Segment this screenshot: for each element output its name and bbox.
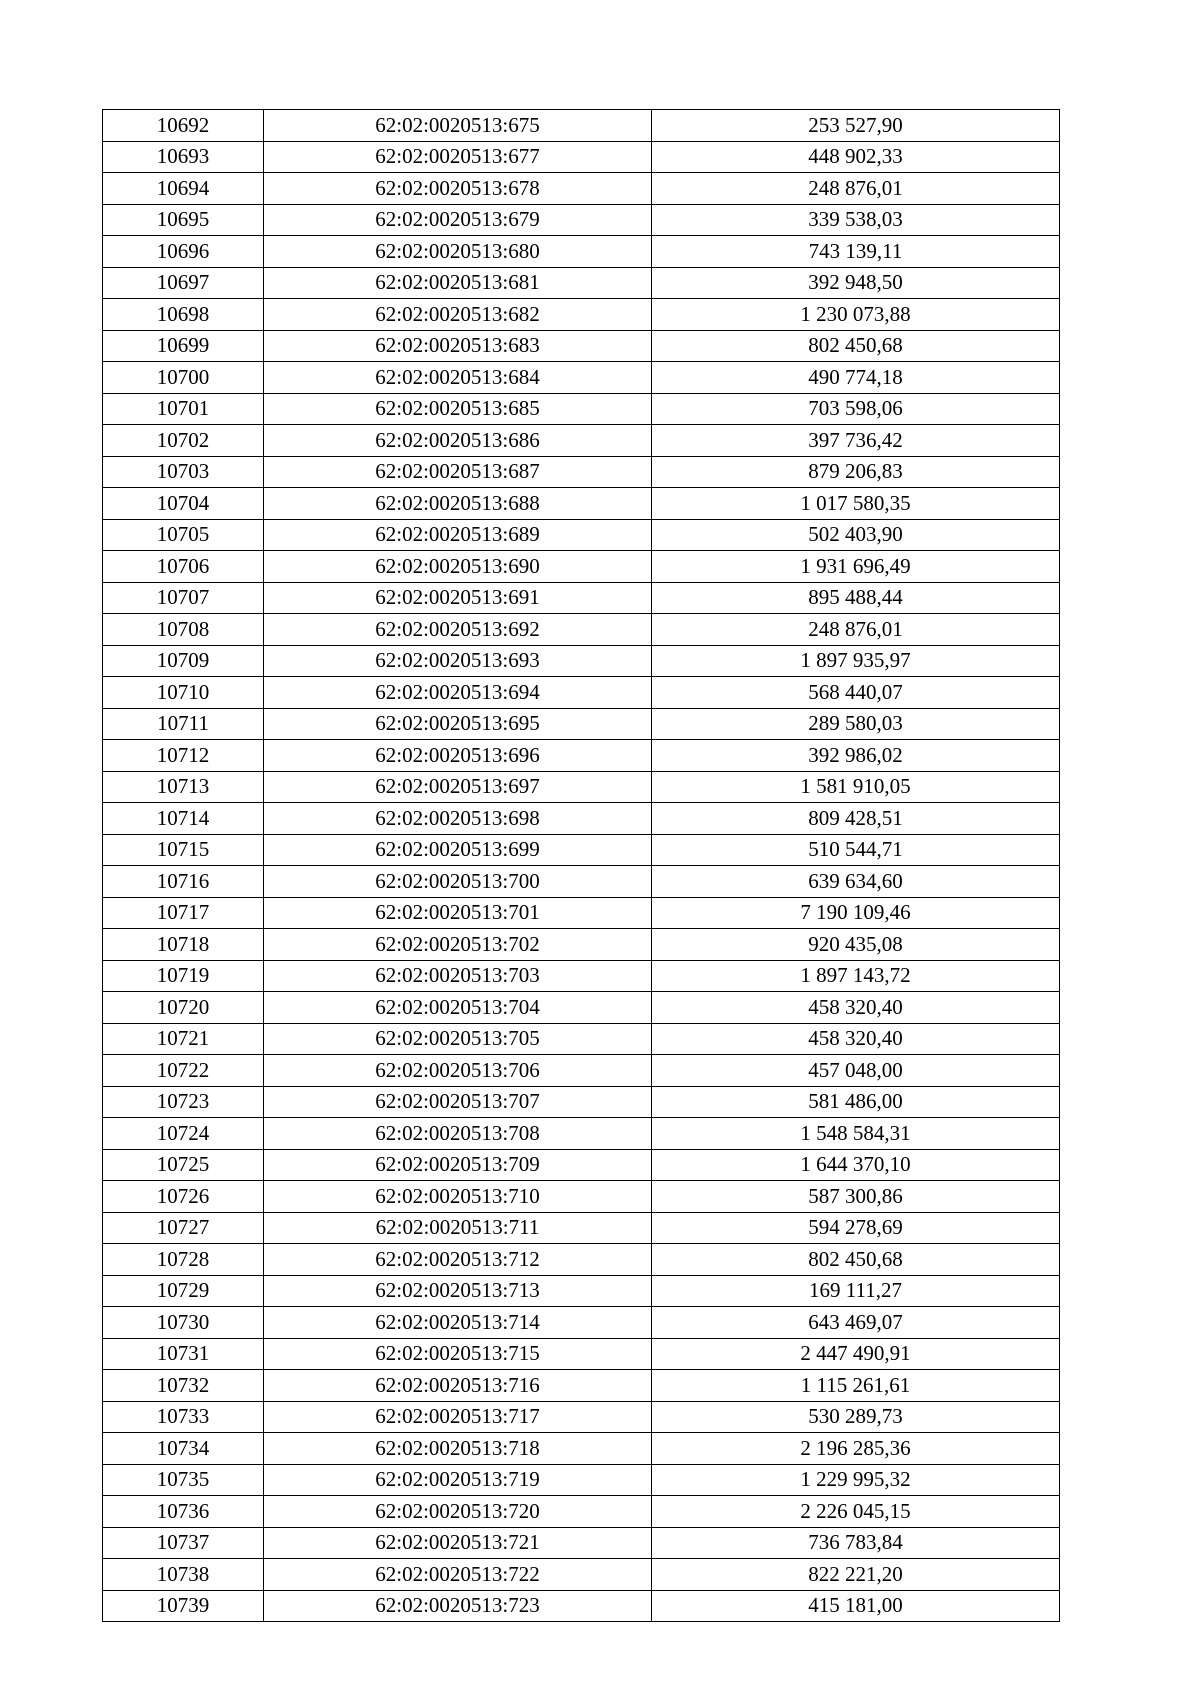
- cadastral-number-cell: 62:02:0020513:711: [264, 1212, 652, 1244]
- table-row: [103, 771, 1060, 803]
- row-number-cell: 10727: [103, 1212, 264, 1244]
- value-cell: 822 221,20: [652, 1559, 1060, 1591]
- table-row: [103, 299, 1060, 331]
- table-row: [103, 645, 1060, 677]
- cadastral-number-cell: 62:02:0020513:710: [264, 1181, 652, 1213]
- value-cell: 920 435,08: [652, 929, 1060, 961]
- value-cell: 415 181,00: [652, 1590, 1060, 1622]
- cadastral-number-cell: 62:02:0020513:707: [264, 1086, 652, 1118]
- table-row: [103, 1149, 1060, 1181]
- row-number-cell: 10735: [103, 1464, 264, 1496]
- row-number-cell: 10713: [103, 771, 264, 803]
- table-row: [103, 204, 1060, 236]
- value-cell: 510 544,71: [652, 834, 1060, 866]
- value-cell: 568 440,07: [652, 677, 1060, 709]
- row-number-cell: 10721: [103, 1023, 264, 1055]
- value-cell: 339 538,03: [652, 204, 1060, 236]
- value-cell: 2 226 045,15: [652, 1496, 1060, 1528]
- table-row: [103, 960, 1060, 992]
- table-row: [103, 1527, 1060, 1559]
- value-cell: 2 196 285,36: [652, 1433, 1060, 1465]
- table-row: [103, 1464, 1060, 1496]
- cadastral-number-cell: 62:02:0020513:683: [264, 330, 652, 362]
- value-cell: 253 527,90: [652, 110, 1060, 142]
- cadastral-number-cell: 62:02:0020513:721: [264, 1527, 652, 1559]
- value-cell: 458 320,40: [652, 1023, 1060, 1055]
- value-cell: 448 902,33: [652, 141, 1060, 173]
- row-number-cell: 10695: [103, 204, 264, 236]
- row-number-cell: 10729: [103, 1275, 264, 1307]
- value-cell: 743 139,11: [652, 236, 1060, 268]
- cadastral-number-cell: 62:02:0020513:692: [264, 614, 652, 646]
- table-row: [103, 236, 1060, 268]
- table-row: [103, 173, 1060, 205]
- value-cell: 895 488,44: [652, 582, 1060, 614]
- cadastral-number-cell: 62:02:0020513:677: [264, 141, 652, 173]
- row-number-cell: 10701: [103, 393, 264, 425]
- cadastral-number-cell: 62:02:0020513:681: [264, 267, 652, 299]
- cadastral-number-cell: 62:02:0020513:709: [264, 1149, 652, 1181]
- value-cell: 1 229 995,32: [652, 1464, 1060, 1496]
- row-number-cell: 10702: [103, 425, 264, 457]
- value-cell: 802 450,68: [652, 330, 1060, 362]
- cadastral-number-cell: 62:02:0020513:690: [264, 551, 652, 583]
- table-row: [103, 110, 1060, 142]
- cadastral-number-cell: 62:02:0020513:705: [264, 1023, 652, 1055]
- table-row: [103, 393, 1060, 425]
- row-number-cell: 10693: [103, 141, 264, 173]
- value-cell: 1 115 261,61: [652, 1370, 1060, 1402]
- cadastral-number-cell: 62:02:0020513:691: [264, 582, 652, 614]
- row-number-cell: 10698: [103, 299, 264, 331]
- table-row: [103, 1559, 1060, 1591]
- row-number-cell: 10705: [103, 519, 264, 551]
- row-number-cell: 10707: [103, 582, 264, 614]
- table-body: [103, 110, 1060, 1622]
- row-number-cell: 10725: [103, 1149, 264, 1181]
- cadastral-number-cell: 62:02:0020513:712: [264, 1244, 652, 1276]
- row-number-cell: 10720: [103, 992, 264, 1024]
- table-row: [103, 141, 1060, 173]
- cadastral-number-cell: 62:02:0020513:693: [264, 645, 652, 677]
- table-row: [103, 456, 1060, 488]
- table-row: [103, 803, 1060, 835]
- value-cell: 248 876,01: [652, 614, 1060, 646]
- cadastral-number-cell: 62:02:0020513:704: [264, 992, 652, 1024]
- value-cell: 703 598,06: [652, 393, 1060, 425]
- row-number-cell: 10709: [103, 645, 264, 677]
- cadastral-number-cell: 62:02:0020513:714: [264, 1307, 652, 1339]
- cadastral-number-cell: 62:02:0020513:708: [264, 1118, 652, 1150]
- table-row: [103, 740, 1060, 772]
- table-row: [103, 519, 1060, 551]
- value-cell: 397 736,42: [652, 425, 1060, 457]
- row-number-cell: 10728: [103, 1244, 264, 1276]
- cadastral-number-cell: 62:02:0020513:678: [264, 173, 652, 205]
- row-number-cell: 10730: [103, 1307, 264, 1339]
- table-row: [103, 330, 1060, 362]
- table-row: [103, 866, 1060, 898]
- table-row: [103, 1307, 1060, 1339]
- row-number-cell: 10714: [103, 803, 264, 835]
- cadastral-number-cell: 62:02:0020513:723: [264, 1590, 652, 1622]
- cadastral-number-cell: 62:02:0020513:696: [264, 740, 652, 772]
- cadastral-number-cell: 62:02:0020513:719: [264, 1464, 652, 1496]
- table-row: [103, 834, 1060, 866]
- value-cell: 530 289,73: [652, 1401, 1060, 1433]
- table-row: [103, 1244, 1060, 1276]
- row-number-cell: 10726: [103, 1181, 264, 1213]
- value-cell: 1 897 143,72: [652, 960, 1060, 992]
- value-cell: 1 548 584,31: [652, 1118, 1060, 1150]
- value-cell: 1 931 696,49: [652, 551, 1060, 583]
- row-number-cell: 10734: [103, 1433, 264, 1465]
- cadastral-value-table: [102, 109, 1060, 1622]
- table-row: [103, 1590, 1060, 1622]
- table-row: [103, 1023, 1060, 1055]
- cadastral-number-cell: 62:02:0020513:701: [264, 897, 652, 929]
- table-row: [103, 488, 1060, 520]
- value-cell: 809 428,51: [652, 803, 1060, 835]
- cadastral-number-cell: 62:02:0020513:717: [264, 1401, 652, 1433]
- table-row: [103, 1212, 1060, 1244]
- table-row: [103, 582, 1060, 614]
- table-row: [103, 708, 1060, 740]
- cadastral-number-cell: 62:02:0020513:713: [264, 1275, 652, 1307]
- value-cell: 1 230 073,88: [652, 299, 1060, 331]
- row-number-cell: 10711: [103, 708, 264, 740]
- table-row: [103, 362, 1060, 394]
- value-cell: 1 897 935,97: [652, 645, 1060, 677]
- table-row: [103, 1370, 1060, 1402]
- value-cell: 736 783,84: [652, 1527, 1060, 1559]
- table-row: [103, 929, 1060, 961]
- value-cell: 643 469,07: [652, 1307, 1060, 1339]
- row-number-cell: 10733: [103, 1401, 264, 1433]
- row-number-cell: 10718: [103, 929, 264, 961]
- row-number-cell: 10717: [103, 897, 264, 929]
- value-cell: 289 580,03: [652, 708, 1060, 740]
- row-number-cell: 10692: [103, 110, 264, 142]
- value-cell: 581 486,00: [652, 1086, 1060, 1118]
- value-cell: 169 111,27: [652, 1275, 1060, 1307]
- value-cell: 457 048,00: [652, 1055, 1060, 1087]
- cadastral-number-cell: 62:02:0020513:679: [264, 204, 652, 236]
- value-cell: 587 300,86: [652, 1181, 1060, 1213]
- row-number-cell: 10694: [103, 173, 264, 205]
- value-cell: 1 644 370,10: [652, 1149, 1060, 1181]
- cadastral-number-cell: 62:02:0020513:680: [264, 236, 652, 268]
- table-row: [103, 677, 1060, 709]
- value-cell: 490 774,18: [652, 362, 1060, 394]
- cadastral-number-cell: 62:02:0020513:682: [264, 299, 652, 331]
- table-row: [103, 425, 1060, 457]
- table-row: [103, 1086, 1060, 1118]
- value-cell: 7 190 109,46: [652, 897, 1060, 929]
- row-number-cell: 10700: [103, 362, 264, 394]
- row-number-cell: 10708: [103, 614, 264, 646]
- table-row: [103, 1055, 1060, 1087]
- value-cell: 1 581 910,05: [652, 771, 1060, 803]
- table-row: [103, 614, 1060, 646]
- row-number-cell: 10697: [103, 267, 264, 299]
- cadastral-number-cell: 62:02:0020513:716: [264, 1370, 652, 1402]
- cadastral-number-cell: 62:02:0020513:688: [264, 488, 652, 520]
- row-number-cell: 10696: [103, 236, 264, 268]
- cadastral-number-cell: 62:02:0020513:687: [264, 456, 652, 488]
- cadastral-number-cell: 62:02:0020513:686: [264, 425, 652, 457]
- value-cell: 392 986,02: [652, 740, 1060, 772]
- row-number-cell: 10699: [103, 330, 264, 362]
- value-cell: 594 278,69: [652, 1212, 1060, 1244]
- cadastral-number-cell: 62:02:0020513:702: [264, 929, 652, 961]
- cadastral-number-cell: 62:02:0020513:700: [264, 866, 652, 898]
- cadastral-number-cell: 62:02:0020513:695: [264, 708, 652, 740]
- table-row: [103, 1496, 1060, 1528]
- value-cell: 502 403,90: [652, 519, 1060, 551]
- row-number-cell: 10722: [103, 1055, 264, 1087]
- row-number-cell: 10739: [103, 1590, 264, 1622]
- cadastral-number-cell: 62:02:0020513:698: [264, 803, 652, 835]
- cadastral-number-cell: 62:02:0020513:675: [264, 110, 652, 142]
- cadastral-number-cell: 62:02:0020513:685: [264, 393, 652, 425]
- value-cell: 1 017 580,35: [652, 488, 1060, 520]
- value-cell: 2 447 490,91: [652, 1338, 1060, 1370]
- table-row: [103, 992, 1060, 1024]
- cadastral-number-cell: 62:02:0020513:706: [264, 1055, 652, 1087]
- cadastral-number-cell: 62:02:0020513:689: [264, 519, 652, 551]
- row-number-cell: 10710: [103, 677, 264, 709]
- row-number-cell: 10703: [103, 456, 264, 488]
- value-cell: 392 948,50: [652, 267, 1060, 299]
- cadastral-number-cell: 62:02:0020513:715: [264, 1338, 652, 1370]
- value-cell: 639 634,60: [652, 866, 1060, 898]
- row-number-cell: 10716: [103, 866, 264, 898]
- row-number-cell: 10723: [103, 1086, 264, 1118]
- row-number-cell: 10738: [103, 1559, 264, 1591]
- row-number-cell: 10737: [103, 1527, 264, 1559]
- table-row: [103, 1275, 1060, 1307]
- table-row: [103, 1181, 1060, 1213]
- value-cell: 802 450,68: [652, 1244, 1060, 1276]
- cadastral-number-cell: 62:02:0020513:697: [264, 771, 652, 803]
- row-number-cell: 10719: [103, 960, 264, 992]
- cadastral-number-cell: 62:02:0020513:694: [264, 677, 652, 709]
- cadastral-number-cell: 62:02:0020513:720: [264, 1496, 652, 1528]
- cadastral-number-cell: 62:02:0020513:722: [264, 1559, 652, 1591]
- cadastral-number-cell: 62:02:0020513:718: [264, 1433, 652, 1465]
- cadastral-number-cell: 62:02:0020513:699: [264, 834, 652, 866]
- cadastral-number-cell: 62:02:0020513:684: [264, 362, 652, 394]
- row-number-cell: 10732: [103, 1370, 264, 1402]
- table-row: [103, 267, 1060, 299]
- table-row: [103, 551, 1060, 583]
- table-row: [103, 1338, 1060, 1370]
- row-number-cell: 10706: [103, 551, 264, 583]
- table-row: [103, 1433, 1060, 1465]
- value-cell: 248 876,01: [652, 173, 1060, 205]
- row-number-cell: 10715: [103, 834, 264, 866]
- row-number-cell: 10704: [103, 488, 264, 520]
- cadastral-number-cell: 62:02:0020513:703: [264, 960, 652, 992]
- row-number-cell: 10724: [103, 1118, 264, 1150]
- table-row: [103, 897, 1060, 929]
- value-cell: 879 206,83: [652, 456, 1060, 488]
- table-row: [103, 1401, 1060, 1433]
- row-number-cell: 10712: [103, 740, 264, 772]
- row-number-cell: 10736: [103, 1496, 264, 1528]
- value-cell: 458 320,40: [652, 992, 1060, 1024]
- table-row: [103, 1118, 1060, 1150]
- row-number-cell: 10731: [103, 1338, 264, 1370]
